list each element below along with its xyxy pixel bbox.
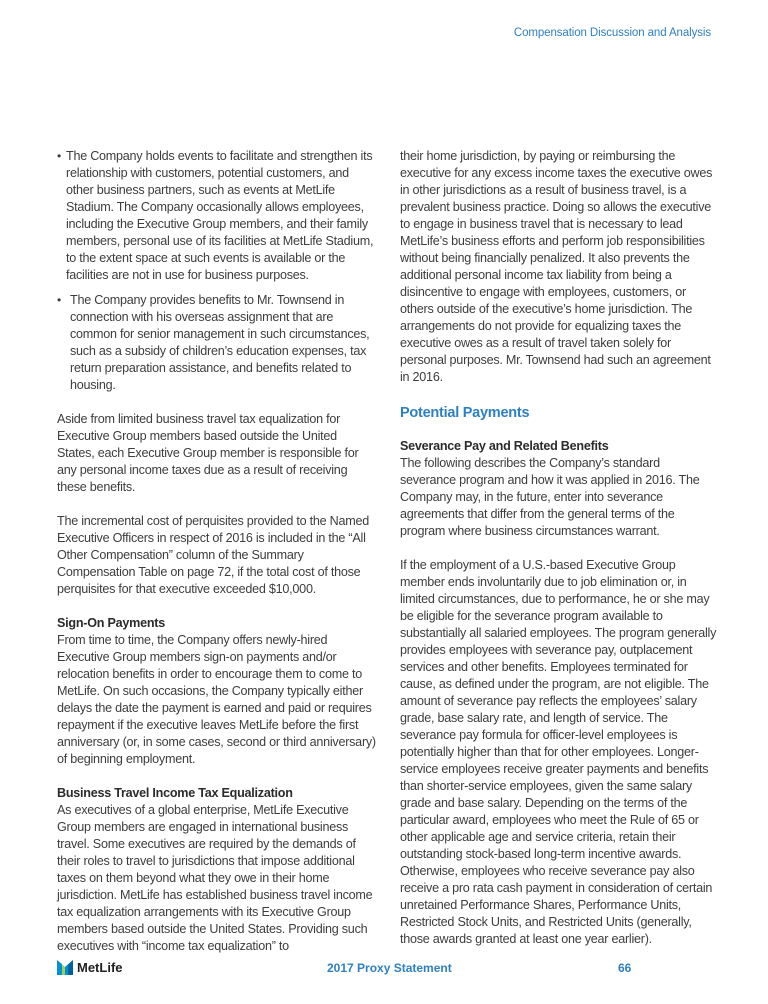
incremental-cost-paragraph: The incremental cost of perquisites provided to the Named Executive Officers in respect of 2016 is included in the “All Other Compensation” column of the Summary Compensation Table on page 72, if the total cost of those perquisites for that executive exceeded $10,000. bbox=[57, 514, 369, 596]
severance-intro: The following describes the Company’s standard severance program and how it was applied in 2016. The Company may, in the future, enter into severance agreements that differ from the general terms of the program where business circumstances warrant. bbox=[400, 456, 700, 538]
page-number: 66 bbox=[618, 961, 632, 975]
document-title: 2017 Proxy Statement bbox=[327, 961, 452, 975]
right-column bbox=[400, 148, 718, 965]
perquisites-bullet-list bbox=[57, 148, 377, 394]
left-column bbox=[57, 148, 377, 972]
metlife-logo bbox=[57, 960, 123, 975]
running-head: Compensation Discussion and Analysis bbox=[513, 27, 711, 39]
section-title-potential-payments: Potential Payments bbox=[400, 405, 530, 421]
bullet-item bbox=[57, 292, 377, 394]
severance-body: If the employment of a U.S.-based Executive Group member ends involuntarily due to job elimination or, in limited circumstances, due to performance, he or she may be eligible for the severance program available to substantially all salaried employees. The program generally provides employees with severance pay, outplacement services and other benefits. Employees terminated for cause, as defined under the program, are not eligible. The amount of severance pay reflects the employees’ salary grade, base salary rate, and length of service. The severance pay formula for officer-level employees is potentially higher than that for other employees. Longer-service employees receive greater payments and benefits than shorter-service employees, given the same salary grade and base salary. Depending on the terms of the particular award, employees who meet the Rule of 65 or other applicable age and service criteria, retain their outstanding stock-based long-term incentive awards. Otherwise, employees who receive severance pay also receive a pro rata cash payment in consideration of certain unretained Performance Shares, Performance Units, Restricted Stock Units, and Restricted Units (generally, those awards granted at least one year earlier). bbox=[400, 558, 717, 946]
metlife-logo-icon bbox=[57, 960, 73, 975]
bullet-icon: • bbox=[57, 149, 61, 163]
logo-wordmark: MetLife bbox=[77, 960, 123, 975]
bullet-text: The Company holds events to facilitate and strengthen its relationship with customers, potential customers, and other business partners, such as events at MetLife Stadium. The Company occasionally allows employees, including the Executive Group members, and their family members, personal use of its facilities at MetLife Stadium, to the extent space at such events is available or the facilities are not in use for business purposes. bbox=[66, 149, 374, 282]
page-footer bbox=[0, 960, 768, 980]
bullet-text: The Company provides benefits to Mr. Townsend in connection with his overseas assignment that are common for senior management in such circumstances, such as a subsidy of children’s education expenses, tax return preparation assistance, and benefits related to housing. bbox=[70, 293, 370, 392]
business-travel-continuation: their home jurisdiction, by paying or reimbursing the executive for any excess income taxes the executive owes in other jurisdictions as a result of business travel, is a prevalent business practice. Doing so allows the executive to engage in business travel that is necessary to lead MetLife’s business efforts and perform job responsibilities without being financially penalized. It also prevents the additional personal income tax liability from being a disincentive to engage with employees, customers, or others outside of the executive’s home jurisdiction. The arrangements do not provide for equalizing taxes the executive owes as a result of travel taken solely for personal purposes. Mr. Townsend had such an agreement in 2016. bbox=[400, 149, 713, 384]
business-travel-body: As executives of a global enterprise, MetLife Executive Group members are engaged in international business travel. Some executives are required by the demands of their roles to travel to jurisdictions that impose additional taxes on them beyond what they owe in their home jurisdiction. MetLife has established business travel income tax equalization arrangements with its Executive Group members based outside the United States. Providing such executives with “income tax equalization” to bbox=[57, 803, 373, 953]
bullet-icon: • bbox=[57, 293, 61, 307]
severance-heading: Severance Pay and Related Benefits bbox=[400, 439, 609, 453]
sign-on-body: From time to time, the Company offers newly-hired Executive Group members sign-on payments and/or relocation benefits in order to encourage them to come to MetLife. On such occasions, the Company typically either delays the date the payment is earned and paid or requires repayment if the executive leaves MetLife before the first anniversary (or, in some cases, second or third anniversary) of beginning employment. bbox=[57, 633, 376, 766]
sign-on-heading: Sign-On Payments bbox=[57, 616, 165, 630]
business-travel-heading: Business Travel Income Tax Equalization bbox=[57, 786, 293, 800]
tax-equalization-note: Aside from limited business travel tax equalization for Executive Group members based outside the United States, each Executive Group member is responsible for any personal income taxes due as a result of receiving these benefits. bbox=[57, 412, 359, 494]
bullet-item bbox=[57, 148, 377, 284]
